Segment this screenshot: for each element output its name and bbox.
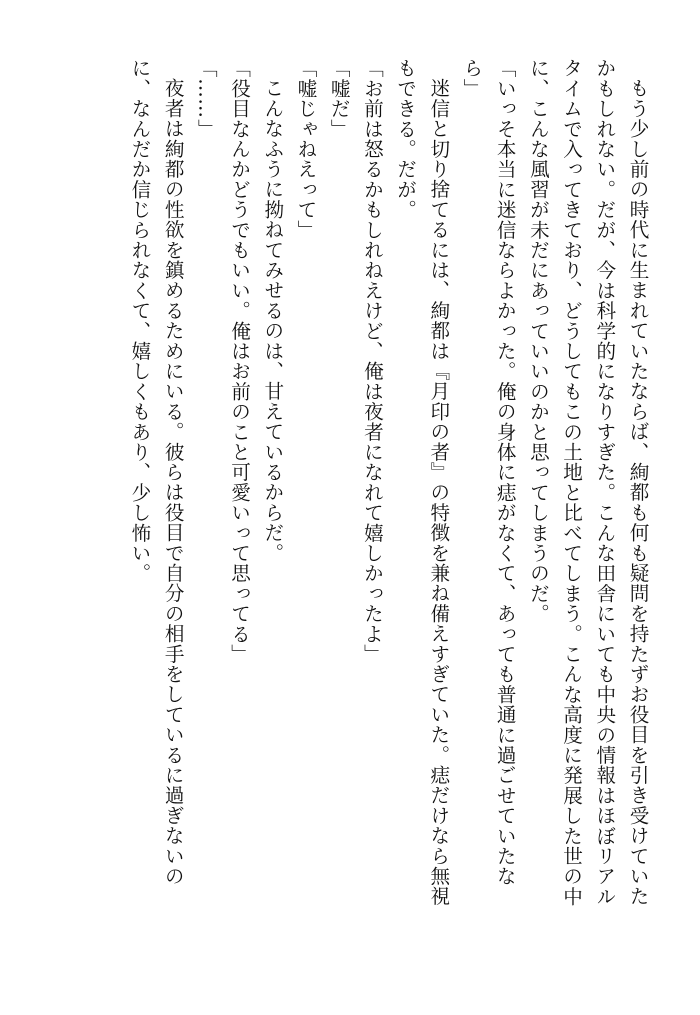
text-line: 迷信と切り捨てるには、絢都は『月印の者』の特徴を兼ね備えすぎていた。痣だけなら無視 xyxy=(426,77,450,906)
text-line: 夜者は絢都の性欲を鎮めるためにいる。彼らは役目で自分の相手をしているに過ぎないの xyxy=(161,77,185,886)
text-line: 「いっそ本当に迷信ならよかった。俺の身体に痣がなくて、あっても普通に過ごせていたな xyxy=(493,58,517,887)
vertical-text-body xyxy=(44,58,654,958)
text-line: こんなふうに拗ねてみせるのは、甘えているからだ。 xyxy=(260,77,284,563)
text-line: 「お前は怒るかもしれねえけど、俺は夜者になれて嬉しかったよ」 xyxy=(360,58,384,664)
text-line: に、なんだか信じられなくて、嬉しくもあり、少し怖い。 xyxy=(127,58,151,584)
text-line: に、こんな風習が未だにあっていいのかと思ってしまうのだ。 xyxy=(526,58,550,624)
text-line: ら」 xyxy=(459,58,483,99)
text-line: 「嘘だ」 xyxy=(327,58,351,139)
text-line: 「役目なんかどうでもいい。俺はお前のこと可愛いって思ってる」 xyxy=(227,58,251,664)
text-line: もう少し前の時代に生まれていたならば、絢都も何も疑問を持たずお役目を引き受けていた xyxy=(626,77,649,906)
text-line: 「……」 xyxy=(194,58,218,139)
text-line: タイムで入ってきており、どうしてもこの土地と比べてしまう。こんな高度に発展した世の中 xyxy=(559,58,583,907)
text-line: かもしれない。だが、今は科学的になりすぎた。こんな田舎にいても中央の情報はほぼリアル xyxy=(592,58,616,907)
text-line: 「嘘じゃねえって」 xyxy=(293,58,317,240)
text-line: もできる。だが。 xyxy=(393,58,417,220)
